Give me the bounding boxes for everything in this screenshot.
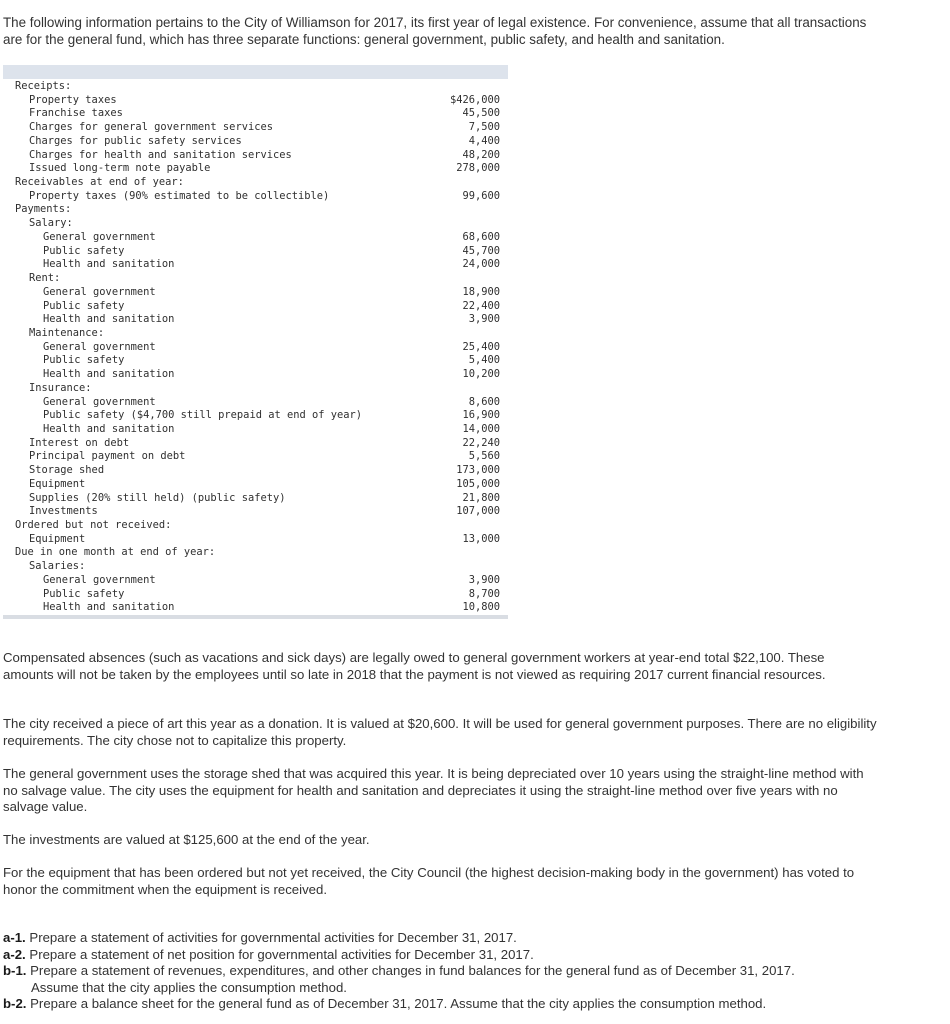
ledger-row — [3, 560, 508, 574]
ledger-amount: 8,700 — [468, 587, 500, 600]
ledger-row — [3, 382, 508, 396]
ledger-label: Insurance: — [29, 381, 92, 394]
question-text: Prepare a balance sheet for the general fund as of December 31, 2017. Assume that the city applies the consumption method. — [30, 996, 767, 1011]
question-text: Prepare a statement of activities for governmental activities for December 31, 2017. — [29, 930, 517, 945]
ledger-row — [3, 396, 508, 410]
ledger-amount: 13,000 — [462, 532, 500, 545]
ledger-amount: 10,800 — [462, 601, 500, 614]
ledger-label: Public safety — [43, 299, 125, 312]
ledger-label: Issued long-term note payable — [29, 162, 211, 175]
ledger-label: Maintenance: — [29, 326, 105, 339]
ledger-label: Salary: — [29, 217, 73, 230]
ledger-row — [3, 354, 508, 368]
ledger-label: Public safety — [43, 244, 125, 257]
ledger-label: Interest on debt — [29, 436, 130, 449]
ledger-label: General government — [43, 573, 156, 586]
question-text: Prepare a statement of revenues, expenditures, and other changes in fund balances for the general fund as of December 31, 2017. — [30, 963, 795, 978]
ledger-label: Receivables at end of year: — [15, 176, 184, 189]
ledger-row — [3, 190, 508, 204]
ledger-label: Payments: — [15, 203, 72, 216]
ledger-row — [3, 231, 508, 245]
ledger-row — [3, 258, 508, 272]
ledger-label: Salaries: — [29, 560, 86, 573]
ledger-row — [3, 203, 508, 217]
ledger-row — [3, 107, 508, 121]
intro-text: The following information pertains to the City of Williamson for 2017, its first year of legal existence. For convenience, assume that all transactions are for the general fund, which has three separate functions: general government, public safety, and health and sanitation. — [3, 15, 867, 47]
ledger-label: General government — [43, 230, 156, 243]
ledger-label: Investments — [29, 505, 98, 518]
question-text: Prepare a statement of net position for governmental activities for December 31, 2017. — [29, 946, 534, 962]
paragraph-encumbrance: For the equipment that has been ordered but not yet received, the City Council (the highest decision-making body in the government) has voted to honor the commitment when the equipment is received. — [3, 865, 855, 897]
question-label: b-2. — [3, 996, 27, 1011]
question-label: a-2. — [3, 946, 26, 962]
ledger-row — [3, 286, 508, 300]
ledger-row — [3, 135, 508, 149]
ledger-row — [3, 574, 508, 588]
ledger-label: Public safety ($4,700 still prepaid at end of year) — [43, 409, 363, 422]
ledger-amount — [500, 327, 508, 341]
ledger-amount — [500, 203, 508, 217]
ledger-table — [3, 65, 508, 619]
ledger-row — [3, 505, 508, 519]
ledger-row — [3, 272, 508, 286]
paragraph-compensated-absences: Compensated absences (such as vacations and sick days) are legally owed to general government workers at year-end total $22,100. These amounts will not be taken by the employees until so late in 2018 that the payment is not viewed as requiring 2017 current financial resources. — [3, 650, 826, 682]
ledger-amount: 8,600 — [468, 395, 500, 408]
ledger-label: Health and sanitation — [43, 422, 175, 435]
ledger-label: Receipts: — [15, 80, 72, 92]
ledger-row — [3, 464, 508, 478]
ledger-amount: 107,000 — [456, 505, 500, 518]
ledger-row — [3, 121, 508, 135]
ledger-label: Equipment — [29, 477, 86, 490]
ledger-amount: 24,000 — [462, 258, 500, 271]
ledger-amount — [500, 80, 508, 94]
question-continuation: Assume that the city applies the consumption method. — [31, 979, 347, 995]
ledger-amount: 3,900 — [468, 573, 500, 586]
ledger-label: Franchise taxes — [29, 107, 123, 120]
ledger-label: Public safety — [43, 587, 125, 600]
ledger-amount: 4,400 — [468, 134, 500, 147]
paragraph-donated-art: The city received a piece of art this year as a donation. It is valued at $20,600. It will be used for general government purposes. There are no eligibility requirements. The city chose not to capitalize this property. — [3, 716, 877, 748]
question-label: a-1. — [3, 930, 26, 945]
ledger-label: Charges for general government services — [29, 121, 273, 134]
ledger-row — [3, 409, 508, 423]
ledger-label: Principal payment on debt — [29, 450, 186, 463]
ledger-row — [3, 94, 508, 108]
ledger-rows — [3, 80, 508, 615]
ledger-label: Supplies (20% still held) (public safety) — [29, 491, 286, 504]
ledger-row — [3, 588, 508, 602]
ledger-row — [3, 492, 508, 506]
ledger-row — [3, 450, 508, 464]
ledger-row — [3, 176, 508, 190]
ledger-amount: 5,560 — [468, 450, 500, 463]
ledger-label: General government — [43, 340, 156, 353]
ledger-amount: 99,600 — [462, 189, 500, 202]
ledger-label: Public safety — [43, 354, 125, 367]
ledger-label: Charges for health and sanitation services — [29, 148, 292, 161]
ledger-row — [3, 162, 508, 176]
ledger-row — [3, 327, 508, 341]
ledger-amount: 5,400 — [468, 354, 500, 367]
ledger-amount — [500, 560, 508, 574]
ledger-amount: 21,800 — [462, 491, 500, 504]
ledger-amount — [500, 519, 508, 533]
ledger-amount: 45,500 — [462, 107, 500, 120]
question-b2 — [3, 996, 883, 1013]
ledger-amount: 16,900 — [462, 409, 500, 422]
ledger-label: Due in one month at end of year: — [15, 546, 216, 559]
ledger-label: Ordered but not received: — [15, 519, 172, 531]
ledger-amount: 105,000 — [456, 477, 500, 490]
ledger-amount: 14,000 — [462, 422, 500, 435]
paragraph-investments: The investments are valued at $125,600 at the end of the year. — [3, 832, 370, 847]
ledger-label: General government — [43, 395, 156, 408]
ledger-label: Equipment — [29, 532, 86, 545]
ledger-amount: 7,500 — [468, 121, 500, 134]
question-label: b-1. — [3, 963, 27, 978]
ledger-amount: 48,200 — [462, 148, 500, 161]
ledger-label: Storage shed — [29, 464, 105, 477]
ledger-amount: $426,000 — [449, 93, 500, 106]
ledger-label: General government — [43, 285, 156, 298]
ledger-row — [3, 217, 508, 231]
ledger-row — [3, 478, 508, 492]
ledger-label: Health and sanitation — [43, 601, 175, 614]
ledger-amount: 10,200 — [462, 368, 500, 381]
ledger-amount — [500, 546, 508, 560]
ledger-row — [3, 437, 508, 451]
ledger-row — [3, 149, 508, 163]
ledger-amount: 278,000 — [456, 162, 500, 175]
ledger-amount: 22,400 — [462, 299, 500, 312]
ledger-label: Health and sanitation — [43, 313, 175, 326]
ledger-row — [3, 80, 508, 94]
ledger-amount: 3,900 — [468, 313, 500, 326]
ledger-label: Rent: — [29, 272, 61, 285]
ledger-amount — [500, 382, 508, 396]
ledger-amount: 68,600 — [462, 230, 500, 243]
ledger-label: Health and sanitation — [43, 258, 175, 271]
ledger-amount — [500, 217, 508, 231]
ledger-amount — [500, 176, 508, 190]
ledger-row — [3, 519, 508, 533]
ledger-label: Health and sanitation — [43, 368, 175, 381]
ledger-amount: 45,700 — [462, 244, 500, 257]
ledger-label: Charges for public safety services — [29, 134, 242, 147]
ledger-amount: 25,400 — [462, 340, 500, 353]
ledger-row — [3, 368, 508, 382]
ledger-row — [3, 533, 508, 547]
ledger-amount — [500, 272, 508, 286]
ledger-row — [3, 300, 508, 314]
ledger-amount: 18,900 — [462, 285, 500, 298]
paragraph-depreciation: The general government uses the storage shed that was acquired this year. It is being depreciated over 10 years using the straight-line method with no salvage value. The city uses the equipment for health and sanitation and depreciates it using the straight-line method over five years with no salvage value. — [3, 766, 864, 814]
ledger-amount: 22,240 — [462, 436, 500, 449]
ledger-amount: 173,000 — [456, 464, 500, 477]
question-b1 — [3, 963, 883, 996]
question-a2 — [3, 947, 883, 964]
ledger-row — [3, 245, 508, 259]
ledger-label: Property taxes (90% estimated to be collectible) — [29, 189, 330, 202]
ledger-row — [3, 341, 508, 355]
ledger-row — [3, 313, 508, 327]
question-a1 — [3, 930, 883, 947]
ledger-label: Property taxes — [29, 93, 117, 106]
ledger-row — [3, 546, 508, 560]
ledger-row — [3, 423, 508, 437]
ledger-row — [3, 601, 508, 615]
